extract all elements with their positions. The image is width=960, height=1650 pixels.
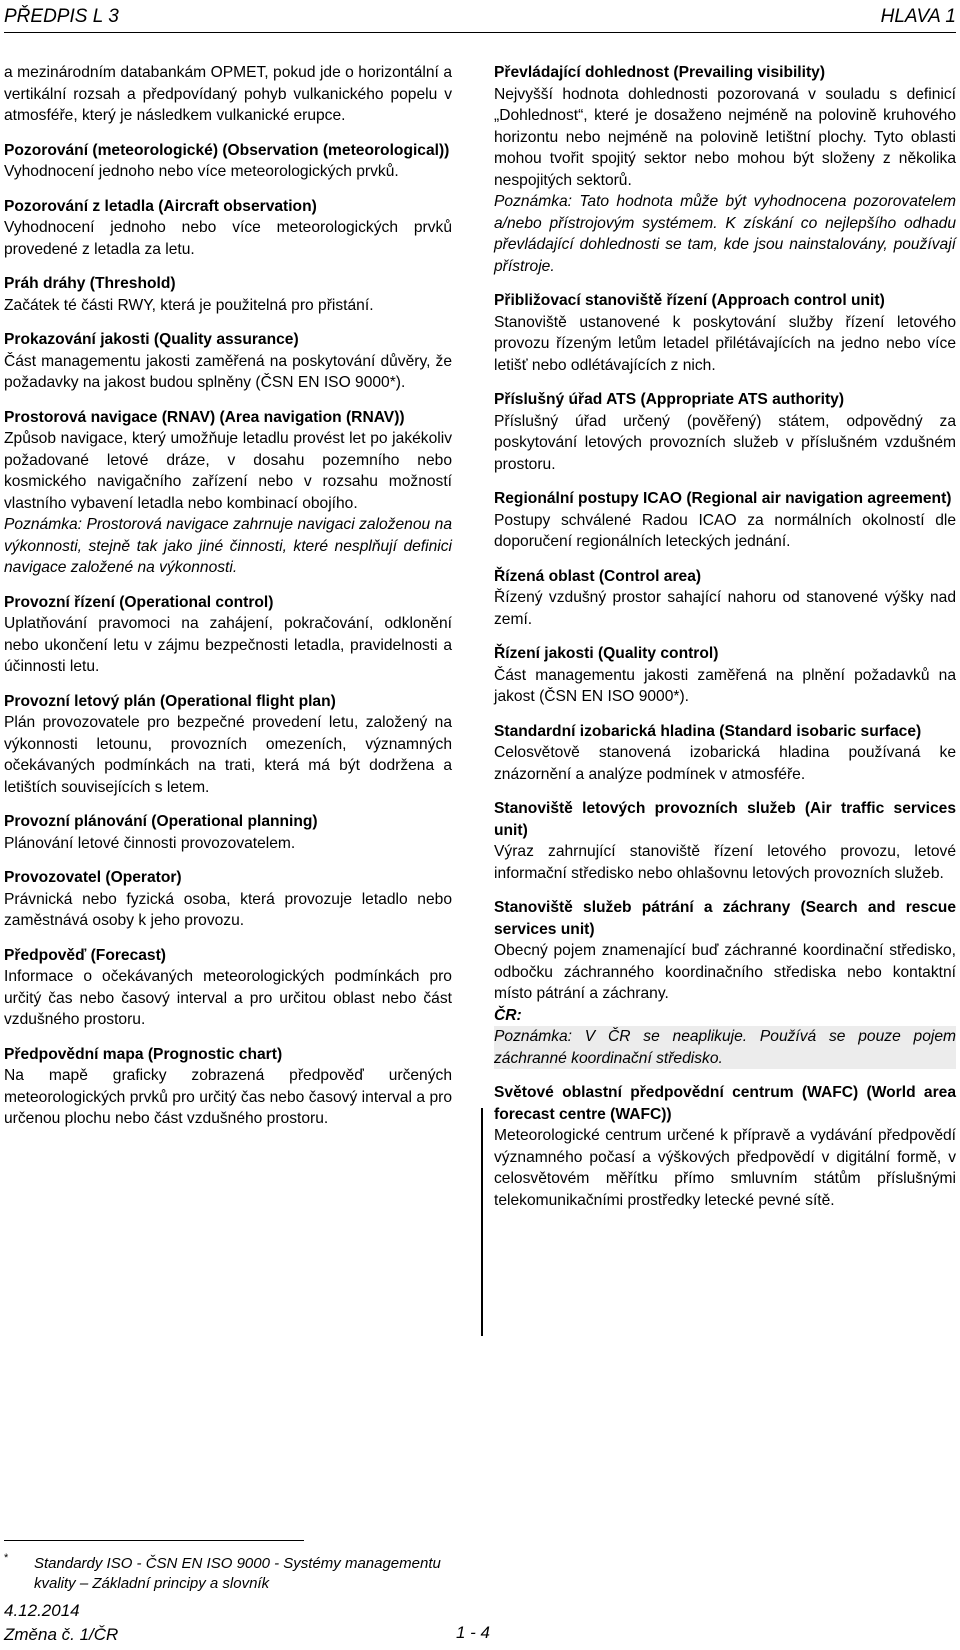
definition-text: Informace o očekávaných meteorologických podmínkách pro určitý čas nebo časový interval a pro určitou oblast nebo část vzdušného prostoru. [4, 968, 452, 1028]
cr-label: ČR: [494, 1006, 522, 1024]
footnote-mark: * [4, 1552, 9, 1564]
definition-text: Začátek té části RWY, která je použitelná pro přistání. [4, 296, 374, 314]
definition-text: Uplatňování pravomoci na zahájení, pokračování, odklonění nebo ukončení letu v zájmu bezpečnosti letadla, pravidelnosti a účinnosti letu. [4, 615, 452, 675]
definition-term: Řízení jakosti (Quality control) [494, 645, 719, 662]
definition-term: Příslušný úřad ATS (Appropriate ATS authority) [494, 391, 845, 408]
definition-note: Poznámka: Tato hodnota může být vyhodnocena pozorovatelem a/nebo přístrojovým systémem. K získání co nejlepšího odhadu převládající dohlednosti se tam, kde jsou nainstalovány, používají přístroje. [494, 193, 956, 275]
definition-term: Provozní řízení (Operational control) [4, 593, 274, 611]
change-bar [481, 1108, 483, 1336]
definition-text: Meteorologické centrum určené k přípravě a vydávání předpovědí významného počasí a výškových předpovědí v digitální formě, v celosvětovém měřítku přímo smluvním státům příslušnými telekomunikačními prostředky letecké pevné sítě. [494, 1127, 956, 1209]
definition-term: Provozní letový plán (Operational flight plan) [4, 692, 336, 710]
definition-entry [494, 897, 956, 1069]
definition-entry [4, 945, 452, 1031]
footnote [4, 1554, 464, 1594]
definition-text: Obecný pojem znamenající buď záchranné koordinační středisko, odbočku záchranného koordinačního střediska nebo kontaktní místo pátrání a záchrany. [494, 942, 956, 1002]
definition-term: Prostorová navigace (RNAV) (Area navigation (RNAV)) [4, 408, 405, 426]
definition-term: Přibližovací stanoviště řízení (Approach control unit) [494, 292, 885, 309]
definition-text: Postupy schválené Radou ICAO za normálních okolností dle doporučení regionálních leteckých jednání. [494, 511, 956, 550]
definition-entry [4, 407, 452, 579]
definition-entry [494, 290, 956, 376]
definition-term: Řízená oblast (Control area) [494, 567, 702, 585]
definition-text: Řízený vzdušný prostor sahající nahoru od stanovené výšky nad zemí. [494, 589, 956, 628]
definition-term: Regionální postupy ICAO (Regional air navigation agreement) [494, 490, 952, 507]
definition-entry [4, 867, 452, 932]
definition-term: Převládající dohlednost (Prevailing visibility) [494, 64, 826, 81]
definition-text: Plán provozovatele pro bezpečné provedení letu, založený na výkonnosti letounu, provozních omezeních, významných očekávaných podmínkách na trati, která má být dodržena a letištích souvisejících s letem. [4, 714, 452, 796]
footnote-divider [4, 1540, 304, 1541]
definition-note: Poznámka: Prostorová navigace zahrnuje navigaci založenou na výkonnosti, stejně tak jako jiné činnosti, které nesplňují definici navigace založené na výkonnosti. [4, 516, 452, 576]
definition-entry [494, 389, 956, 475]
definition-entry [4, 140, 452, 183]
definition-entry [494, 62, 956, 277]
header-left: PŘEDPIS L 3 [4, 6, 119, 27]
definition-entry [494, 1082, 956, 1211]
definition-text: Část managementu jakosti zaměřená na plnění požadavků na jakost (ČSN EN ISO 9000*). [494, 666, 956, 705]
definition-entry [4, 273, 452, 316]
definition-text: Vyhodnocení jednoho nebo více meteorologických prvků provedené z letadla za letu. [4, 219, 452, 258]
footer-date: 4.12.2014 [4, 1601, 80, 1620]
definition-entry [494, 488, 956, 553]
definition-term: Světové oblastní předpovědní centrum (WAFC) (World area forecast centre (WAFC)) [494, 1084, 956, 1123]
definition-term: Stanoviště letových provozních služeb (Air traffic services unit) [494, 800, 956, 839]
definition-entry [494, 721, 956, 786]
definition-entry [4, 62, 452, 127]
definition-term: Práh dráhy (Threshold) [4, 275, 176, 292]
definition-term: Předpovědní mapa (Prognostic chart) [4, 1045, 283, 1063]
definition-entry [4, 592, 452, 678]
definition-term: Pozorování z letadla (Aircraft observation) [4, 197, 317, 215]
definition-term: Předpověď (Forecast) [4, 946, 166, 964]
header-right: HLAVA 1 [880, 6, 956, 27]
definition-text: Způsob navigace, který umožňuje letadlu provést let po jakékoliv požadované letové dráze, v dosahu pozemního nebo kosmického navigačního zařízení nebo v rozsahu možností vlastního vybavení letadla nebo kombinací obojího. [4, 430, 452, 512]
definition-entry [4, 691, 452, 799]
definition-term: Pozorování (meteorologické) (Observation (meteorological)) [4, 141, 450, 159]
definition-note: Poznámka: V ČR se neaplikuje. Používá se pouze pojem záchranné koordinační středisko. [494, 1026, 956, 1069]
footer-change: Změna č. 1/ČR [4, 1625, 119, 1644]
definition-text: Plánování letové činnosti provozovatelem. [4, 834, 296, 852]
definition-term: Provozní plánování (Operational planning) [4, 813, 318, 830]
definition-entry [4, 329, 452, 394]
definition-text: Příslušný úřad určený (pověřený) státem, odpovědný za poskytování letových provozních služeb v příslušném vzdušném prostoru. [494, 412, 956, 473]
footnote-text: Standardy ISO - ČSN EN ISO 9000 - Systémy managementu kvality – Základní principy a slovník [34, 1555, 441, 1592]
right-column [494, 62, 956, 1224]
left-column [4, 62, 452, 1143]
definition-text: Výraz zahrnující stanoviště řízení letového provozu, letové informační středisko nebo ohlašovnu letových provozních služeb. [494, 843, 956, 882]
definition-text: Právnická nebo fyzická osoba, která provozuje letadlo nebo zaměstnává osoby k jeho provozu. [4, 890, 452, 929]
definition-entry [494, 566, 956, 631]
definition-term: Prokazování jakosti (Quality assurance) [4, 331, 299, 348]
footer-page-number: 1 - 4 [456, 1623, 491, 1642]
definition-entry [494, 643, 956, 708]
definition-term: Provozovatel (Operator) [4, 869, 182, 886]
page-header [4, 2, 956, 33]
definition-text: a mezinárodním databankám OPMET, pokud jde o horizontální a vertikální rozsah a předpovídaný pohyb vulkanického popelu v atmosféře, který je následkem vulkanické erupce. [4, 64, 452, 124]
definition-term: Stanoviště služeb pátrání a záchrany (Search and rescue services unit) [494, 899, 956, 938]
definition-text: Část managementu jakosti zaměřená na poskytování důvěry, že požadavky na jakost budou splněny (ČSN EN ISO 9000*). [4, 352, 452, 391]
definition-text: Vyhodnocení jednoho nebo více meteorologických prvků. [4, 163, 399, 180]
page-footer [4, 1599, 118, 1647]
definition-text: Nejvyšší hodnota dohlednosti pozorovaná v souladu s definicí „Dohlednost“, které je dosaženo nejméně na polovině kruhového horizontu nebo nejméně na polovině letištní plochy. Tyto oblasti mohou tvořit spojitý sektor nebo mohou být složeny z několika nespojitých sektorů. [494, 85, 956, 189]
definition-text: Celosvětově stanovená izobarická hladina používaná ke znázornění a analýze podmínek v atmosféře. [494, 744, 956, 783]
definition-entry [4, 811, 452, 854]
definition-text: Stanoviště ustanovené k poskytování služby řízení letového provozu řízeným letům letadel přilétávajících na jedno nebo více letišť nebo odlétávajících z nich. [494, 313, 956, 374]
definition-text: Na mapě graficky zobrazená předpověď určených meteorologických prvků pro určitý čas nebo časový interval a pro určenou plochu nebo část vzdušného prostoru. [4, 1067, 452, 1127]
definition-entry [4, 1044, 452, 1130]
definition-entry [494, 798, 956, 884]
definition-entry [4, 196, 452, 261]
definition-term: Standardní izobarická hladina (Standard isobaric surface) [494, 722, 922, 740]
